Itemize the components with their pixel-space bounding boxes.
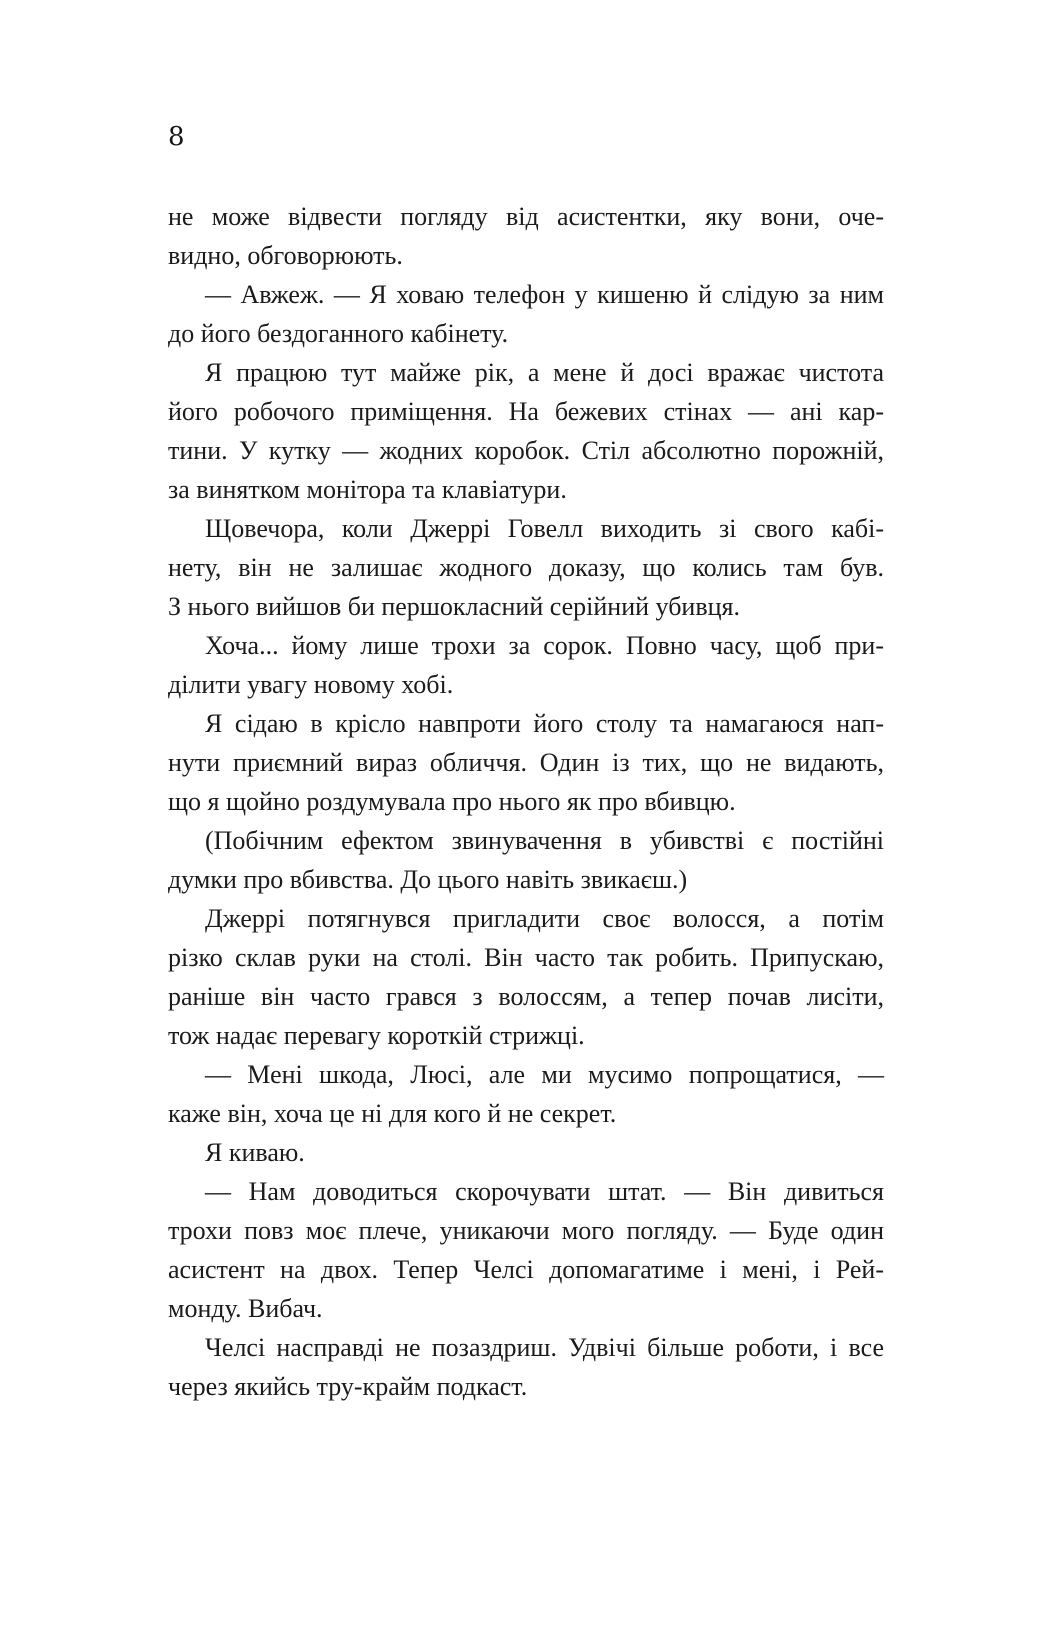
text-line: його робочого приміщення. На бежевих стінах — ані кар- [168,397,884,427]
text-block [168,197,884,1406]
text-line: монду. Вибач. [168,1294,323,1324]
text-line: видно, обговорюють. [168,241,403,271]
text-line: З нього вийшов би першокласний серійний убивця. [168,592,740,622]
text-line: тини. У кутку — жодних коробок. Стіл абсолютно порожній, [168,436,884,466]
text-line: (Побічним ефектом звинувачення в убивстві є постійні [205,826,884,856]
text-line: Щовечора, коли Джеррі Говелл виходить зі свого кабі- [205,514,884,544]
paragraph [168,1172,884,1328]
paragraph [168,899,884,1055]
paragraph [168,1133,884,1172]
paragraph [168,704,884,821]
text-line: трохи повз моє плече, уникаючи мого погляду. — Буде один [168,1216,884,1246]
text-line: нету, він не залишає жодного доказу, що колись там був. [168,553,884,583]
text-line: Джеррі потягнувся пригладити своє волосся, а потім [205,904,884,934]
text-line: — Нам доводиться скорочувати штат. — Він дивиться [205,1177,884,1207]
paragraph [168,1328,884,1406]
page-number: 8 [168,122,185,152]
text-line: каже він, хоча це ні для кого й не секрет. [168,1099,617,1129]
text-line: Хоча... йому лише трохи за сорок. Повно часу, щоб при- [205,631,884,661]
text-line: асистент на двох. Тепер Челсі допомагатиме і мені, і Рей- [168,1255,884,1285]
text-line: думки про вбивства. До цього навіть звикаєш.) [168,865,688,895]
paragraph [168,197,884,275]
text-line: Я сідаю в крісло навпроти його столу та намагаюся нап- [205,709,884,739]
text-line: через якийсь тру-крайм подкаст. [168,1372,528,1402]
paragraph [168,509,884,626]
text-line: не може відвести погляду від асистентки, яку вони, оче- [168,202,884,232]
paragraph [168,353,884,509]
text-line: за винятком монітора та клавіатури. [168,475,567,505]
text-line: ділити увагу новому хобі. [168,670,454,700]
text-line: що я щойно роздумувала про нього як про вбивцю. [168,787,736,817]
text-line: раніше він часто грався з волоссям, а тепер почав лисіти, [168,982,884,1012]
text-line: Я працюю тут майже рік, а мене й досі вражає чистота [205,358,884,388]
text-line: різко склав руки на столі. Він часто так робить. Припускаю, [168,943,884,973]
text-line: нути приємний вираз обличчя. Один із тих, що не видають, [168,748,884,778]
text-line: тож надає перевагу короткій стрижці. [168,1021,585,1051]
paragraph [168,275,884,353]
paragraph [168,821,884,899]
text-line: до його бездоганного кабінету. [168,319,509,349]
text-line: Челсі насправді не позаздриш. Удвічі більше роботи, і все [205,1333,884,1363]
text-line: Я киваю. [205,1138,305,1168]
paragraph [168,626,884,704]
paragraph [168,1055,884,1133]
text-line: — Авжеж. — Я ховаю телефон у кишеню й слідую за ним [205,280,884,310]
text-line: — Мені шкода, Люсі, але ми мусимо попрощатися, — [205,1060,884,1090]
